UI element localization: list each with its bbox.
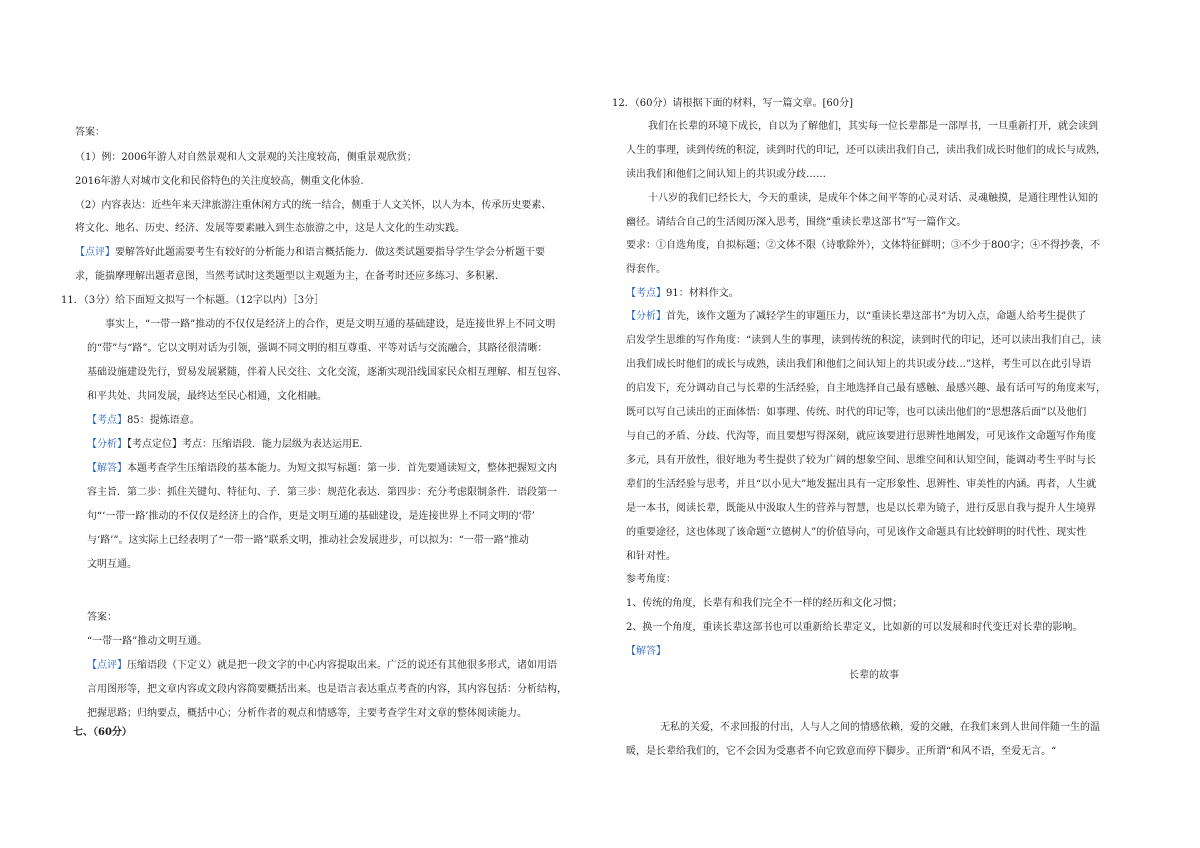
jieda-line: 句“‘一带一路’推动的不仅仅是经济上的合作，更是文明互通的基础建设，是连接世界上不同文明的‘带’: [87, 511, 535, 522]
kaodian-text: 91：材料作文。: [666, 288, 739, 299]
question-11-title: 11．（3分）给下面短文拟写一个标题。（12字以内）［3分］: [61, 295, 325, 306]
essay-title: 长辈的故事: [849, 670, 899, 681]
answer-label: 答案：: [87, 612, 117, 623]
fenxi-line: 启发学生思维的写作角度：“读到人生的事理，读到传统的积淀，读到时代的印记，还可以读出我们自己，读: [626, 335, 1102, 346]
passage-line: 的“带”与“路”。它以文明对话为引领，强调不同文明的相互尊重、平等对话与交流融合，其路径很清晰：: [87, 343, 548, 354]
comment-line: [87, 660, 557, 672]
fenxi-tag: 【分析】: [87, 439, 127, 450]
answer-line: 将文化、地名、历史、经济、发展等要素融入到生态旅游之中，这是人文化的生动实践。: [75, 223, 465, 234]
kaodian-tag: 【考点】: [626, 288, 666, 299]
jieda-line: 文明互通。: [87, 559, 137, 570]
answer-line: （1）例：2006年游人对自然景观和人文景观的关注度较高，侧重景观欣赏；: [75, 152, 417, 163]
comment-text: 要解答好此题需要考生有较好的分析能力和语言概括能力．做这类试题要指导学生学会分析题干要: [115, 247, 545, 258]
answer-label: 答案：: [75, 127, 105, 138]
jieda-tag: 【解答】: [626, 646, 666, 657]
jieda-line: 与‘路’”。这实际上已经表明了“一带一路”联系文明，推动社会发展进步，可以拟为：“一带一路”推动: [87, 535, 529, 546]
fenxi-line: [626, 311, 1086, 323]
comment-line: 求，能揣摩理解出题者意图，当然考试时这类题型以主观题为主，在备考时还应多练习、多积累．: [75, 271, 505, 282]
comment-line: [75, 247, 545, 259]
reference-label: 参考角度：: [626, 574, 676, 585]
fenxi-line: 出我们成长时他们的成长与成熟，读出我们和他们之间认知上的共识或分歧…”这样，考生可以在此引导语: [626, 359, 1092, 370]
material-line: 我们在长辈的环境下成长，自以为了解他们，其实每一位长辈都是一部厚书，一旦重新打开，就会读到: [648, 121, 1098, 132]
fenxi-tag: 【分析】: [626, 311, 666, 322]
fenxi-line: 的重要途径，这也体现了该命题“立德树人”的价值导向，可见该作文命题具有比较鲜明的时代性、现实性: [626, 527, 1087, 538]
comment-line: 言用图形等，把文章内容或文段内容简要概括出来。也是语言表达重点考查的内容，其内容包括：分析结构，: [87, 684, 567, 695]
kaodian-line: [87, 415, 200, 427]
kaodian-text: 85：提炼语意。: [127, 415, 200, 426]
essay-line: 暖，是长辈给我们的，它不会因为受惠者不向它致意而停下脚步。正所谓“和风不语，至爱无言。“: [626, 746, 1057, 757]
jieda-line: [87, 463, 557, 475]
passage-line: 事实上，“一带一路”推动的不仅仅是经济上的合作，更是文明互通的基础建设，是连接世界上不同文明: [105, 319, 556, 330]
fenxi-text: 【考点定位】考点：压缩语段．能力层级为表达运用E.: [127, 439, 363, 450]
kaodian-line: [626, 288, 739, 300]
requirement-line: 得套作。: [626, 264, 666, 275]
material-line: 读出我们和他们之间认知上的共识或分歧……: [626, 169, 826, 180]
reference-item: 1、传统的角度，长辈有和我们完全不一样的经历和文化习惯；: [626, 598, 903, 609]
comment-tag: 【点评】: [87, 660, 127, 671]
answer-line: 2016年游人对城市文化和民俗特色的关注度较高，侧重文化体验.: [75, 176, 364, 187]
comment-text: 压缩语段（下定义）就是把一段文字的中心内容提取出来。广泛的说还有其他很多形式，诸如用语: [127, 660, 557, 671]
answer-line: （2）内容表达：近些年来天津旅游注重休闲方式的统一结合，侧重于人文关怀，以人为本，传承历史要素、: [75, 200, 552, 211]
fenxi-text: 首先，该作文题为了减轻学生的审题压力，以“重读长辈这部书”为切入点，命题人给考生提供了: [666, 311, 1087, 322]
material-line: 幽径。请结合自己的生活阅历深入思考，围绕“重读长辈这部书”写一篇作文。: [626, 217, 967, 228]
comment-line: 把握思路；归纳要点，概括中心；分析作者的观点和情感等，主要考查学生对文章的整体阅读能力。: [87, 708, 527, 719]
question-12-title: 12．（60分）请根据下面的材料，写一篇文章。[60分]: [612, 98, 853, 109]
fenxi-line: 和针对性。: [626, 551, 676, 562]
passage-line: 和平共处、共同发展，最终达至民心相通，文化相融。: [87, 391, 327, 402]
fenxi-line: 与自己的矛盾、分歧、代沟等，而且要想写得深刻，就应该要进行思辨性地阐发，可见该作文命题写作角度: [626, 431, 1096, 442]
fenxi-line: 的启发下，充分调动自己与长辈的生活经验，自主地选择自己最有感触、最感兴趣、最有话可写的角度来写，: [626, 383, 1106, 394]
kaodian-tag: 【考点】: [87, 415, 127, 426]
material-line: 十八岁的我们已经长大，今天的重读，是成年个体之间平等的心灵对话、灵魂触摸，是通往理性认知的: [648, 193, 1098, 204]
answer-text: “一带一路”推动文明互通。: [87, 636, 208, 647]
fenxi-line: 是一本书，阅读长辈，既能从中汲取人生的营养与智慧，也是以长辈为镜子，进行反思自我与提升人生境界: [626, 503, 1096, 514]
fenxi-line: 多元，具有开放性，很好地为考生提供了较为广阔的想象空间、思维空间和认知空间，能调动考生平时与长: [626, 455, 1096, 466]
fenxi-line: 辈们的生活经验与思考，并且“以小见大”地发掘出具有一定形象性、思辨性、审美性的内涵。再者，人生就: [626, 479, 1097, 490]
passage-line: 基础设施建设先行，贸易发展紧随，伴着人民交往、文化交流，逐渐实现沿线国家民众相互理解、相互包容、: [87, 367, 567, 378]
section-heading: 七、（60分）: [73, 727, 132, 738]
comment-tag: 【点评】: [75, 247, 115, 258]
reference-item: 2、换一个角度，重读长辈这部书也可以重新给长辈定义，比如新的可以发展和时代变迁对长辈的影响。: [626, 622, 1083, 633]
material-line: 人生的事理，读到传统的积淀，读到时代的印记，还可以读出我们自己，读出我们成长时他们的成长与成熟，: [626, 145, 1106, 156]
jieda-tag-line: [626, 646, 666, 658]
requirement-line: 要求：①自选角度，自拟标题；②文体不限（诗歌除外），文体特征鲜明；③不少于800字；④不得抄袭，不: [626, 240, 1101, 251]
fenxi-line: [87, 439, 362, 451]
fenxi-line: 既可以写自己读出的正面体悟：如事理、传统、时代的印记等，也可以读出他们的“思想落后面”以及他们: [626, 407, 1087, 418]
jieda-line: 容主旨．第二步：抓住关键句、特征句、子．第三步：规范化表达．第四步：充分考虑限制条件．语段第一: [87, 487, 557, 498]
essay-line: 无私的关爱，不求回报的付出，人与人之间的情感依赖，爱的交融，在我们来到人世间伴随一生的温: [660, 722, 1100, 733]
jieda-tag: 【解答】: [87, 463, 127, 474]
jieda-text: 本题考查学生压缩语段的基本能力。为短文拟写标题：第一步．首先要通读短文，整体把握短文内: [127, 463, 557, 474]
